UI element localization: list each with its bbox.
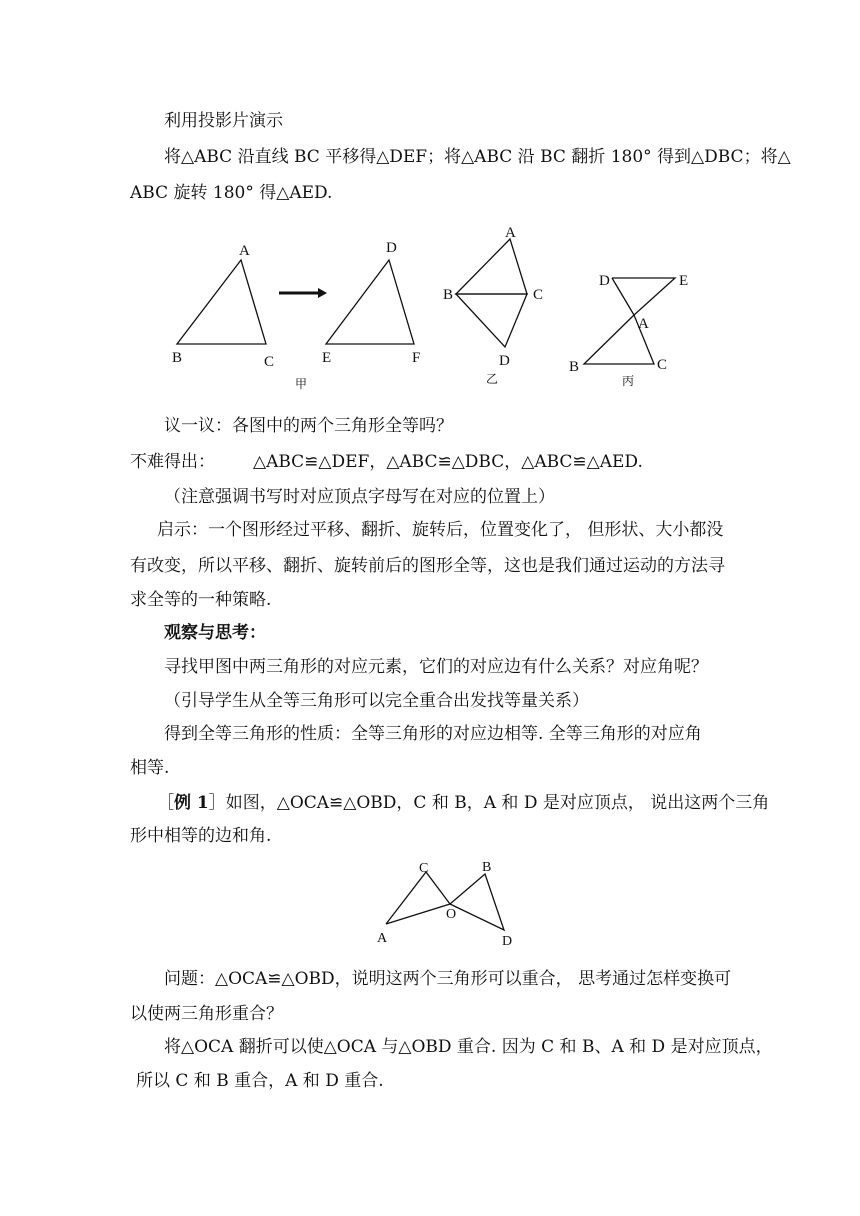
triangle-obd [450,874,504,930]
paragraph-property-line1: 得到全等三角形的性质：全等三角形的对应边相等. 全等三角形的对应角 [164,724,702,744]
paragraph-insight-line3: 求全等的一种策略. [130,590,272,610]
label-jia-a: A [239,243,250,259]
label-bing-d: D [599,273,610,289]
arrow-head [318,288,327,298]
paragraph-property-line2: 相等. [130,758,170,778]
label-ex-c: C [419,861,429,876]
label-ex-a: A [377,931,388,946]
label-jia-d: D [386,240,397,256]
paragraph-answer-line1: 将△OCA 翻折可以使△OCA 与△OBD 重合. 因为 C 和 B、A 和 D 是对应顶点， [164,1037,773,1057]
figure-transformations [0,222,860,392]
paragraph-slides-intro: 利用投影片演示 [164,111,283,131]
paragraph-question-line2: 以使两三角形重合？ [130,1004,283,1024]
paragraph-find-elements: 寻找甲图中两三角形的对应元素，它们的对应边有什么关系？对应角呢？ [164,657,708,677]
label-yi-b: B [443,287,454,303]
example-text: ］如图，△OCA≌△OBD，C 和 B，A 和 D 是对应顶点， 说出这两个三角 [208,793,770,813]
triangle-dbc-yi [456,294,527,347]
label-jia-c: C [264,354,275,370]
paragraph-insight-line1: 启示：一个图形经过平移、翻折、旋转后，位置变化了， 但形状、大小都没 [157,520,724,540]
triangle-def [326,260,414,344]
paragraph-conclusion-label: 不难得出： [130,452,215,472]
label-bing-b: B [569,359,580,375]
paragraph-insight-line2: 有改变，所以平移、翻折、旋转前后的图形全等，这也是我们通过运动的方法寻 [130,556,725,576]
caption-bing: 丙 [622,374,635,388]
paragraph-note: （注意强调书写时对应顶点字母写在对应的位置上） [164,487,555,507]
triangle-oca [386,872,450,924]
paragraph-question-line1: 问题：△OCA≌△OBD，说明这两个三角形可以重合， 思考通过怎样变换可 [164,969,732,989]
triangle-abc [177,260,266,344]
example-label: 例 1 [174,793,209,813]
label-ex-d: D [502,934,513,949]
triangle-aed-bing [612,278,675,315]
paragraph-discuss: 议一议：各图中的两个三角形全等吗？ [164,416,453,436]
label-ex-o: O [446,907,457,922]
paragraph-transformations-line2: ABC 旋转 180° 得△AED. [130,183,333,203]
triangle-abc-yi [456,239,527,294]
paragraph-transformations-line1: 将△ABC 沿直线 BC 平移得△DEF；将△ABC 沿 BC 翻折 180° 得到△DBC；将△ [164,147,791,167]
paragraph-conclusion-body: △ABC≌△DEF，△ABC≌△DBC，△ABC≌△AED. [253,452,643,472]
paragraph-guide: （引导学生从全等三角形可以完全重合出发找等量关系） [164,691,589,711]
label-yi-c: C [533,287,544,303]
label-bing-a: A [638,316,649,332]
example-open-bracket: ［ [157,793,174,813]
heading-observe-think: 观察与思考： [164,623,266,643]
figure-example [360,852,560,952]
paragraph-answer-line2: 所以 C 和 B 重合，A 和 D 重合. [136,1071,384,1091]
label-ex-b: B [482,860,492,875]
paragraph-example-line1 [157,793,769,813]
label-yi-d: D [499,353,510,369]
caption-yi: 乙 [486,372,499,386]
label-jia-b: B [172,350,183,366]
paragraph-example-line2: 形中相等的边和角. [130,826,272,846]
caption-jia: 甲 [295,377,308,391]
label-jia-e: E [322,350,332,366]
label-jia-f: F [412,350,421,366]
label-bing-e: E [679,273,689,289]
label-bing-c: C [657,357,668,373]
label-yi-a: A [505,225,516,241]
